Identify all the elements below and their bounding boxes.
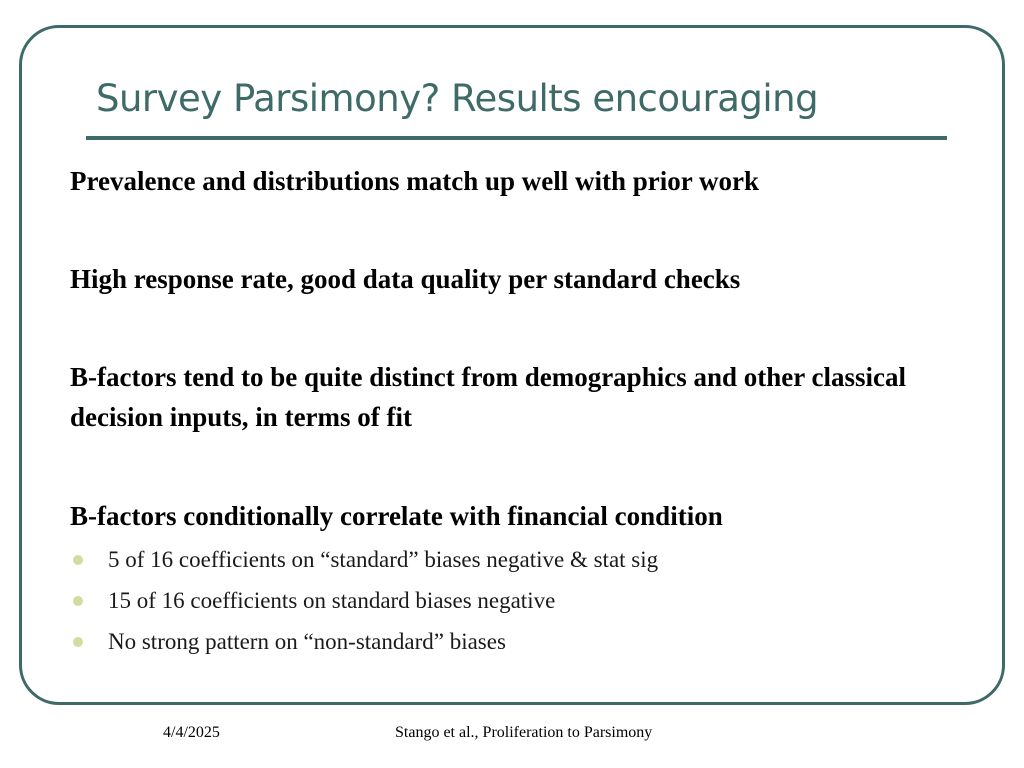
title-underline <box>86 136 947 140</box>
point-prevalence: Prevalence and distributions match up well with prior work <box>70 166 760 196</box>
bullet-text: No strong pattern on “non-standard” biases <box>108 629 506 654</box>
bullet-dot-icon <box>73 596 83 606</box>
bullet-dot-icon <box>73 637 83 647</box>
slide-title: Survey Parsimony? Results encouraging <box>96 77 819 120</box>
sub-bullet-list <box>70 542 658 665</box>
bullet-dot-icon <box>73 555 83 565</box>
point-b-factors-distinct: B-factors tend to be quite distinct from demographics and other classical decision inputs, in terms of fit <box>70 362 906 432</box>
point-b-factors-correlate: B-factors conditionally correlate with financial condition <box>70 501 723 531</box>
bullet-text: 15 of 16 coefficients on standard biases negative <box>108 588 556 613</box>
footer-citation: Stango et al., Proliferation to Parsimony <box>395 724 653 741</box>
bullet-text: 5 of 16 coefficients on “standard” biases negative & stat sig <box>108 547 659 572</box>
point-response-rate: High response rate, good data quality per standard checks <box>70 264 741 294</box>
list-item <box>70 542 658 583</box>
list-item <box>70 624 658 665</box>
footer-date: 4/4/2025 <box>163 724 220 741</box>
list-item <box>70 583 658 624</box>
